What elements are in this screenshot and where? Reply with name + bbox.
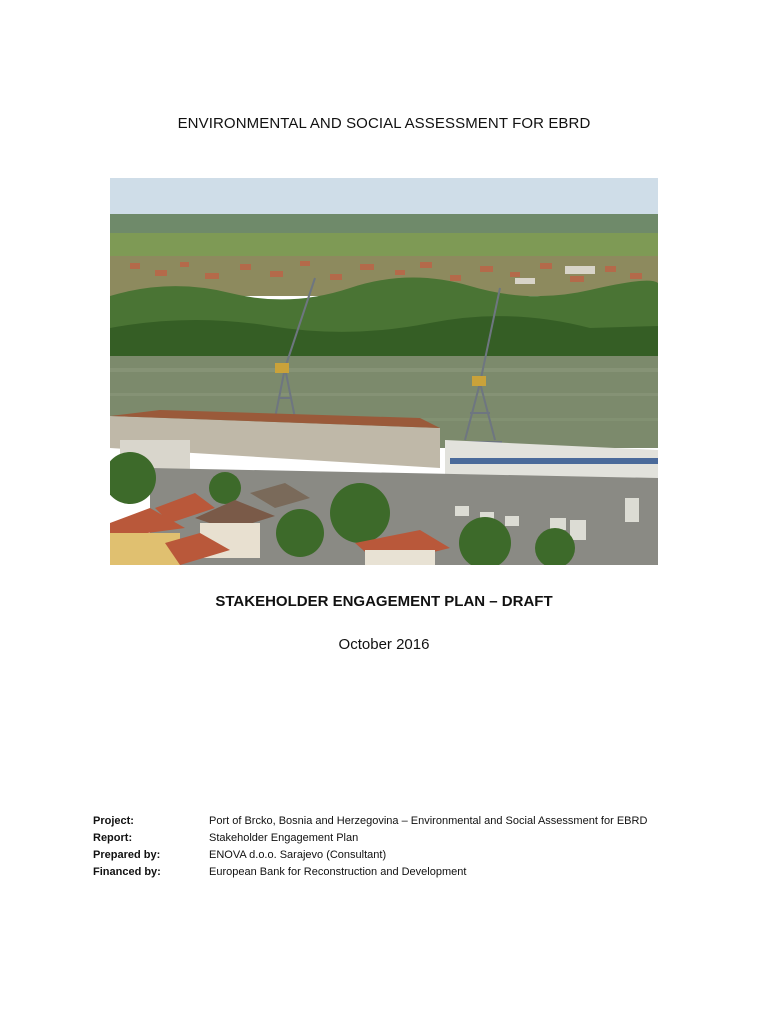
document-date: October 2016 bbox=[338, 636, 430, 653]
report-header-title: ENVIRONMENTAL AND SOCIAL ASSESSMENT FOR EBRD bbox=[177, 115, 591, 132]
metadata-value: ENOVA d.o.o. Sarajevo (Consultant) bbox=[209, 849, 387, 861]
metadata-row-prepared-by bbox=[93, 847, 713, 864]
metadata-row-project bbox=[93, 813, 713, 830]
metadata-label: Project: bbox=[93, 815, 134, 827]
metadata-row-report bbox=[93, 830, 713, 847]
metadata-row-financed-by bbox=[93, 864, 713, 881]
document-title: STAKEHOLDER ENGAGEMENT PLAN – DRAFT bbox=[215, 593, 553, 610]
metadata-value: Stakeholder Engagement Plan bbox=[209, 832, 359, 844]
report-metadata-table bbox=[93, 813, 713, 881]
metadata-value: Port of Brcko, Bosnia and Herzegovina – Environmental and Social Assessment for EBRD bbox=[209, 815, 648, 827]
metadata-label: Financed by: bbox=[93, 866, 161, 878]
metadata-label: Prepared by: bbox=[93, 849, 161, 861]
metadata-value: European Bank for Reconstruction and Development bbox=[209, 866, 467, 878]
port-aerial-photo bbox=[110, 178, 658, 565]
port-photo-illustration bbox=[110, 178, 658, 565]
metadata-label: Report: bbox=[93, 832, 133, 844]
